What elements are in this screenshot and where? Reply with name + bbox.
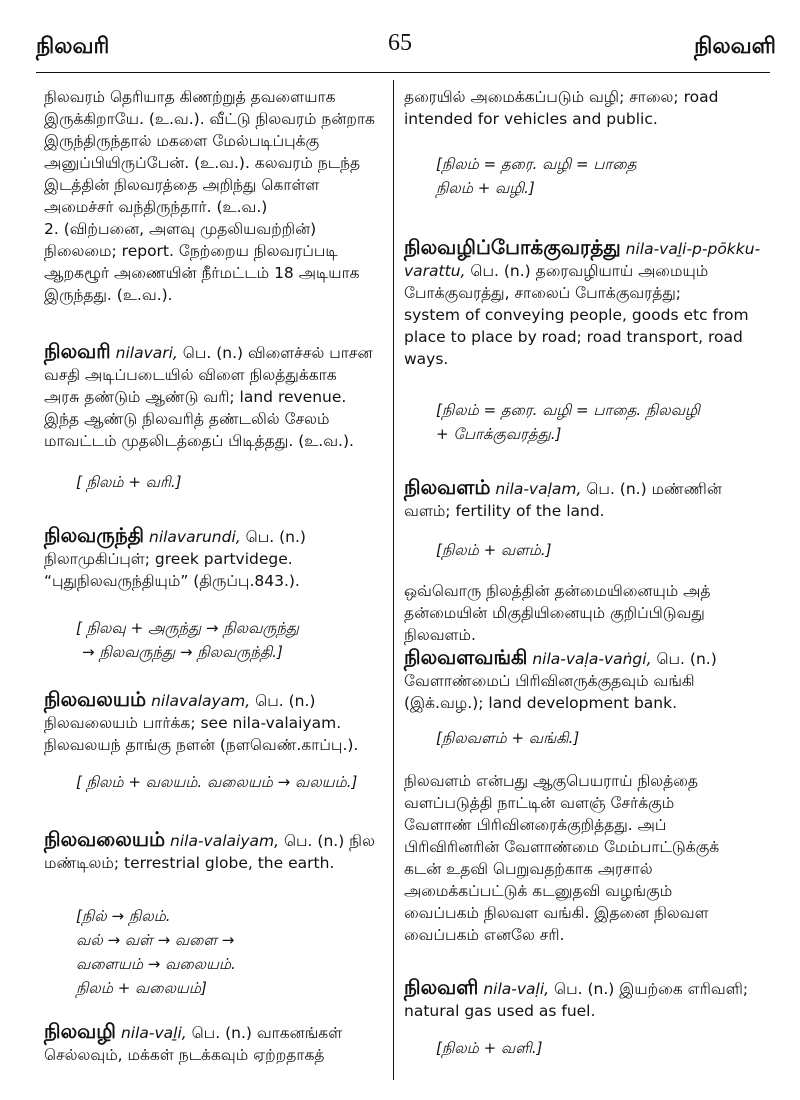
- left-column: [44, 86, 380, 1064]
- definition-start: பெ. (n.) வாகனங்கள்: [186, 1024, 343, 1042]
- etymology: + போக்குவரத்து.]: [436, 425, 562, 443]
- headword: நிலவளி: [404, 975, 479, 999]
- transliteration: nilavarundi,: [149, 528, 241, 546]
- definition-start: பெ. (n.): [240, 528, 306, 546]
- etymology: [ நிலவு + அருந்து → நிலவருந்து: [76, 619, 300, 637]
- entry-nilavarundi: [44, 524, 380, 592]
- text-line: செல்லவும், மக்கள் நடக்கவும் ஏற்றதாகத்: [44, 1046, 325, 1064]
- text-line: நிலைமை; report. நேற்றைய நிலவரப்படி: [44, 242, 338, 260]
- entry-nilavazhi: [44, 1020, 380, 1066]
- text-line: நிலவலயந் தாங்கு நளன் (நளவெண்.காப்பு.).: [44, 736, 359, 754]
- etymology: வல் → வள் → வளை →: [76, 931, 235, 949]
- etymology: [நிலம் = தரை. வழி = பாதை. நிலவழி: [436, 401, 700, 419]
- text-line: இந்த ஆண்டு நிலவரித் தண்டலில் சேலம்: [44, 410, 330, 428]
- text-line: place to place by road; road transport, road: [404, 328, 743, 346]
- entry-nilavalavangi: [404, 646, 770, 714]
- entry-nilavali: [404, 976, 770, 1022]
- text-line: ஒவ்வொரு நிலத்தின் தன்மையினையும் அத்: [404, 582, 711, 600]
- text-line: அமைக்கப்பட்டுக் கடனுதவி வழங்கும்: [404, 882, 673, 900]
- etymology: [ நிலம் + வரி.]: [76, 473, 182, 491]
- entry-nilavalaiyam: [44, 828, 380, 874]
- transliteration: nilavalayam,: [151, 692, 251, 710]
- text-line: மாவட்டம் முதலிடத்தைப் பிடித்தது. (உ.வ.).: [44, 432, 354, 450]
- text-line: நிலவளம்.: [404, 626, 476, 644]
- etymology: [ நிலம் + வலயம். வலையம் → வலயம்.]: [76, 773, 358, 791]
- text-line: நிலாமுகிப்புள்; greek partvidege.: [44, 550, 293, 568]
- text-line: இருக்கிறாயே. (உ.வ.). வீட்டு நிலவரம் நன்றாக: [44, 110, 375, 128]
- transliteration: nila-vaḻi-p-pōkku-varattu,: [404, 240, 761, 280]
- text-line: போக்குவரத்து, சாலைப் போக்குவரத்து;: [404, 284, 681, 302]
- etymology: → நிலவருந்து → நிலவருந்தி.]: [82, 643, 283, 661]
- transliteration: nila-vaḷam,: [495, 480, 582, 498]
- etymology: [நிலம் = தரை. வழி = பாதை: [436, 155, 637, 173]
- header-right-word: நிலவளி: [694, 34, 776, 59]
- text-line: தன்மையின் மிகுதியினையும் குறிப்பிடுவது: [404, 604, 705, 622]
- transliteration: nila-valaiyam,: [170, 832, 280, 850]
- headword: நிலவலையம்: [44, 827, 166, 851]
- transliteration: nilavari,: [115, 344, 178, 362]
- etymology: [நில் → நிலம்.: [76, 907, 171, 925]
- text-line: வைப்பகம் நிலவள வங்கி. இதனை நிலவள: [404, 904, 709, 922]
- text-line: வசதி அடிப்படையில் விளை நிலத்துக்காக: [44, 366, 337, 384]
- page-number: 65: [388, 30, 412, 56]
- headword: நிலவருந்தி: [44, 523, 145, 547]
- usage-note: [404, 580, 770, 646]
- headword: நிலவளவங்கி: [404, 645, 528, 669]
- text-line: இருந்தது. (உ.வ.).: [44, 286, 173, 304]
- text-line: நிலவளம் என்பது ஆகுபெயராய் நிலத்தை: [404, 772, 699, 790]
- etymology: நிலம் + வலையம்]: [76, 979, 207, 997]
- header-left-word: நிலவரி: [36, 34, 110, 59]
- transliteration: nila-vaḻi,: [120, 1024, 187, 1042]
- column-divider: [393, 80, 394, 1080]
- text-line: natural gas used as fuel.: [404, 1002, 596, 1020]
- text-line: மண்டிலம்; terrestrial globe, the earth.: [44, 854, 335, 872]
- definition-start: பெ. (n.) மண்ணின்: [581, 480, 722, 498]
- text-line: வேளாண் பிரிவினரைக்குறித்தது. அப்: [404, 816, 667, 834]
- entry-nilavalayam: [44, 688, 380, 756]
- text-line: 2. (விற்பனை, அளவு முதலியவற்றின்): [44, 220, 317, 238]
- transliteration: nila-vaḷi,: [483, 980, 550, 998]
- text-line: அரசு தண்டும் ஆண்டு வரி; land revenue.: [44, 388, 347, 406]
- text-line: நிலவரம் தெரியாத கிணற்றுத் தவளையாக: [44, 88, 336, 106]
- text-line: வளப்படுத்தி நாட்டின் வளஞ் சேர்க்கும்: [404, 794, 675, 812]
- text-line: பிரிவிரினரின் வேளாண்மை மேம்பாட்டுக்குக்: [404, 838, 720, 856]
- text-line: ஆறகழூர் அணையின் நீர்மட்டம் 18 அடியாக: [44, 264, 360, 282]
- text-line: இருந்திருந்தால் மகளை மேல்படிப்புக்கு: [44, 132, 320, 150]
- text-line: system of conveying people, goods etc from: [404, 306, 749, 324]
- definition-start: பெ. (n.): [250, 692, 316, 710]
- etymology: நிலம் + வழி.]: [436, 179, 535, 197]
- text-line: தரையில் அமைக்கப்படும் வழி; சாலை; road: [404, 88, 719, 106]
- definition-start: பெ. (n.) தரைவழியாய் அமையும்: [465, 262, 709, 280]
- etymology: [நிலம் + வளி.]: [436, 1039, 543, 1057]
- etymology: [நிலவளம் + வங்கி.]: [436, 729, 580, 747]
- entry-nilavalam: [404, 476, 770, 522]
- definition-start: பெ. (n.) இயற்கை எரிவளி;: [549, 980, 749, 998]
- text-line: அமைச்சர் வந்திருந்தார். (உ.வ.): [44, 198, 268, 216]
- continued-entry-text: [404, 86, 770, 130]
- headword: நிலவளம்: [404, 475, 491, 499]
- text-line: கடன் உதவி பெறுவதற்காக அரசால்: [404, 860, 653, 878]
- definition-start: பெ. (n.) நில: [279, 832, 375, 850]
- text-line: ways.: [404, 350, 449, 368]
- text-line: வைப்பகம் எனலே சரி.: [404, 926, 565, 944]
- entry-nilavazhippokkuvarathu: [404, 236, 770, 370]
- headword: நிலவலயம்: [44, 687, 147, 711]
- text-line: (இக்.வழ.); land development bank.: [404, 694, 678, 712]
- text-line: வளம்; fertility of the land.: [404, 502, 605, 520]
- text-line: அனுப்பியிருப்பேன். (உ.வ.). கலவரம் நடந்த: [44, 154, 361, 172]
- etymology: வளையம் → வலையம்.: [76, 955, 236, 973]
- text-line: “புதுநிலவருந்தியும்” (திருப்பு.843.).: [44, 572, 300, 590]
- entry-nilavari: [44, 340, 380, 452]
- usage-note: [404, 770, 770, 946]
- transliteration: nila-vaḷa-vaṅgi,: [532, 650, 652, 668]
- etymology: [நிலம் + வளம்.]: [436, 541, 552, 559]
- continued-entry-text: [44, 86, 380, 306]
- text-line: intended for vehicles and public.: [404, 110, 658, 128]
- text-line: இடத்தின் நிலவரத்தை அறிந்து கொள்ள: [44, 176, 320, 194]
- text-line: நிலவலையம் பார்க்க; see nila-valaiyam.: [44, 714, 342, 732]
- header-rule: [36, 72, 770, 73]
- definition-start: பெ. (n.) விளைச்சல் பாசன: [177, 344, 373, 362]
- definition-start: பெ. (n.): [651, 650, 717, 668]
- headword: நிலவரி: [44, 339, 111, 363]
- headword: நிலவழிப்போக்குவரத்து: [404, 235, 621, 259]
- text-line: வேளாண்மைப் பிரிவினருக்குதவும் வங்கி: [404, 672, 695, 690]
- headword: நிலவழி: [44, 1019, 116, 1043]
